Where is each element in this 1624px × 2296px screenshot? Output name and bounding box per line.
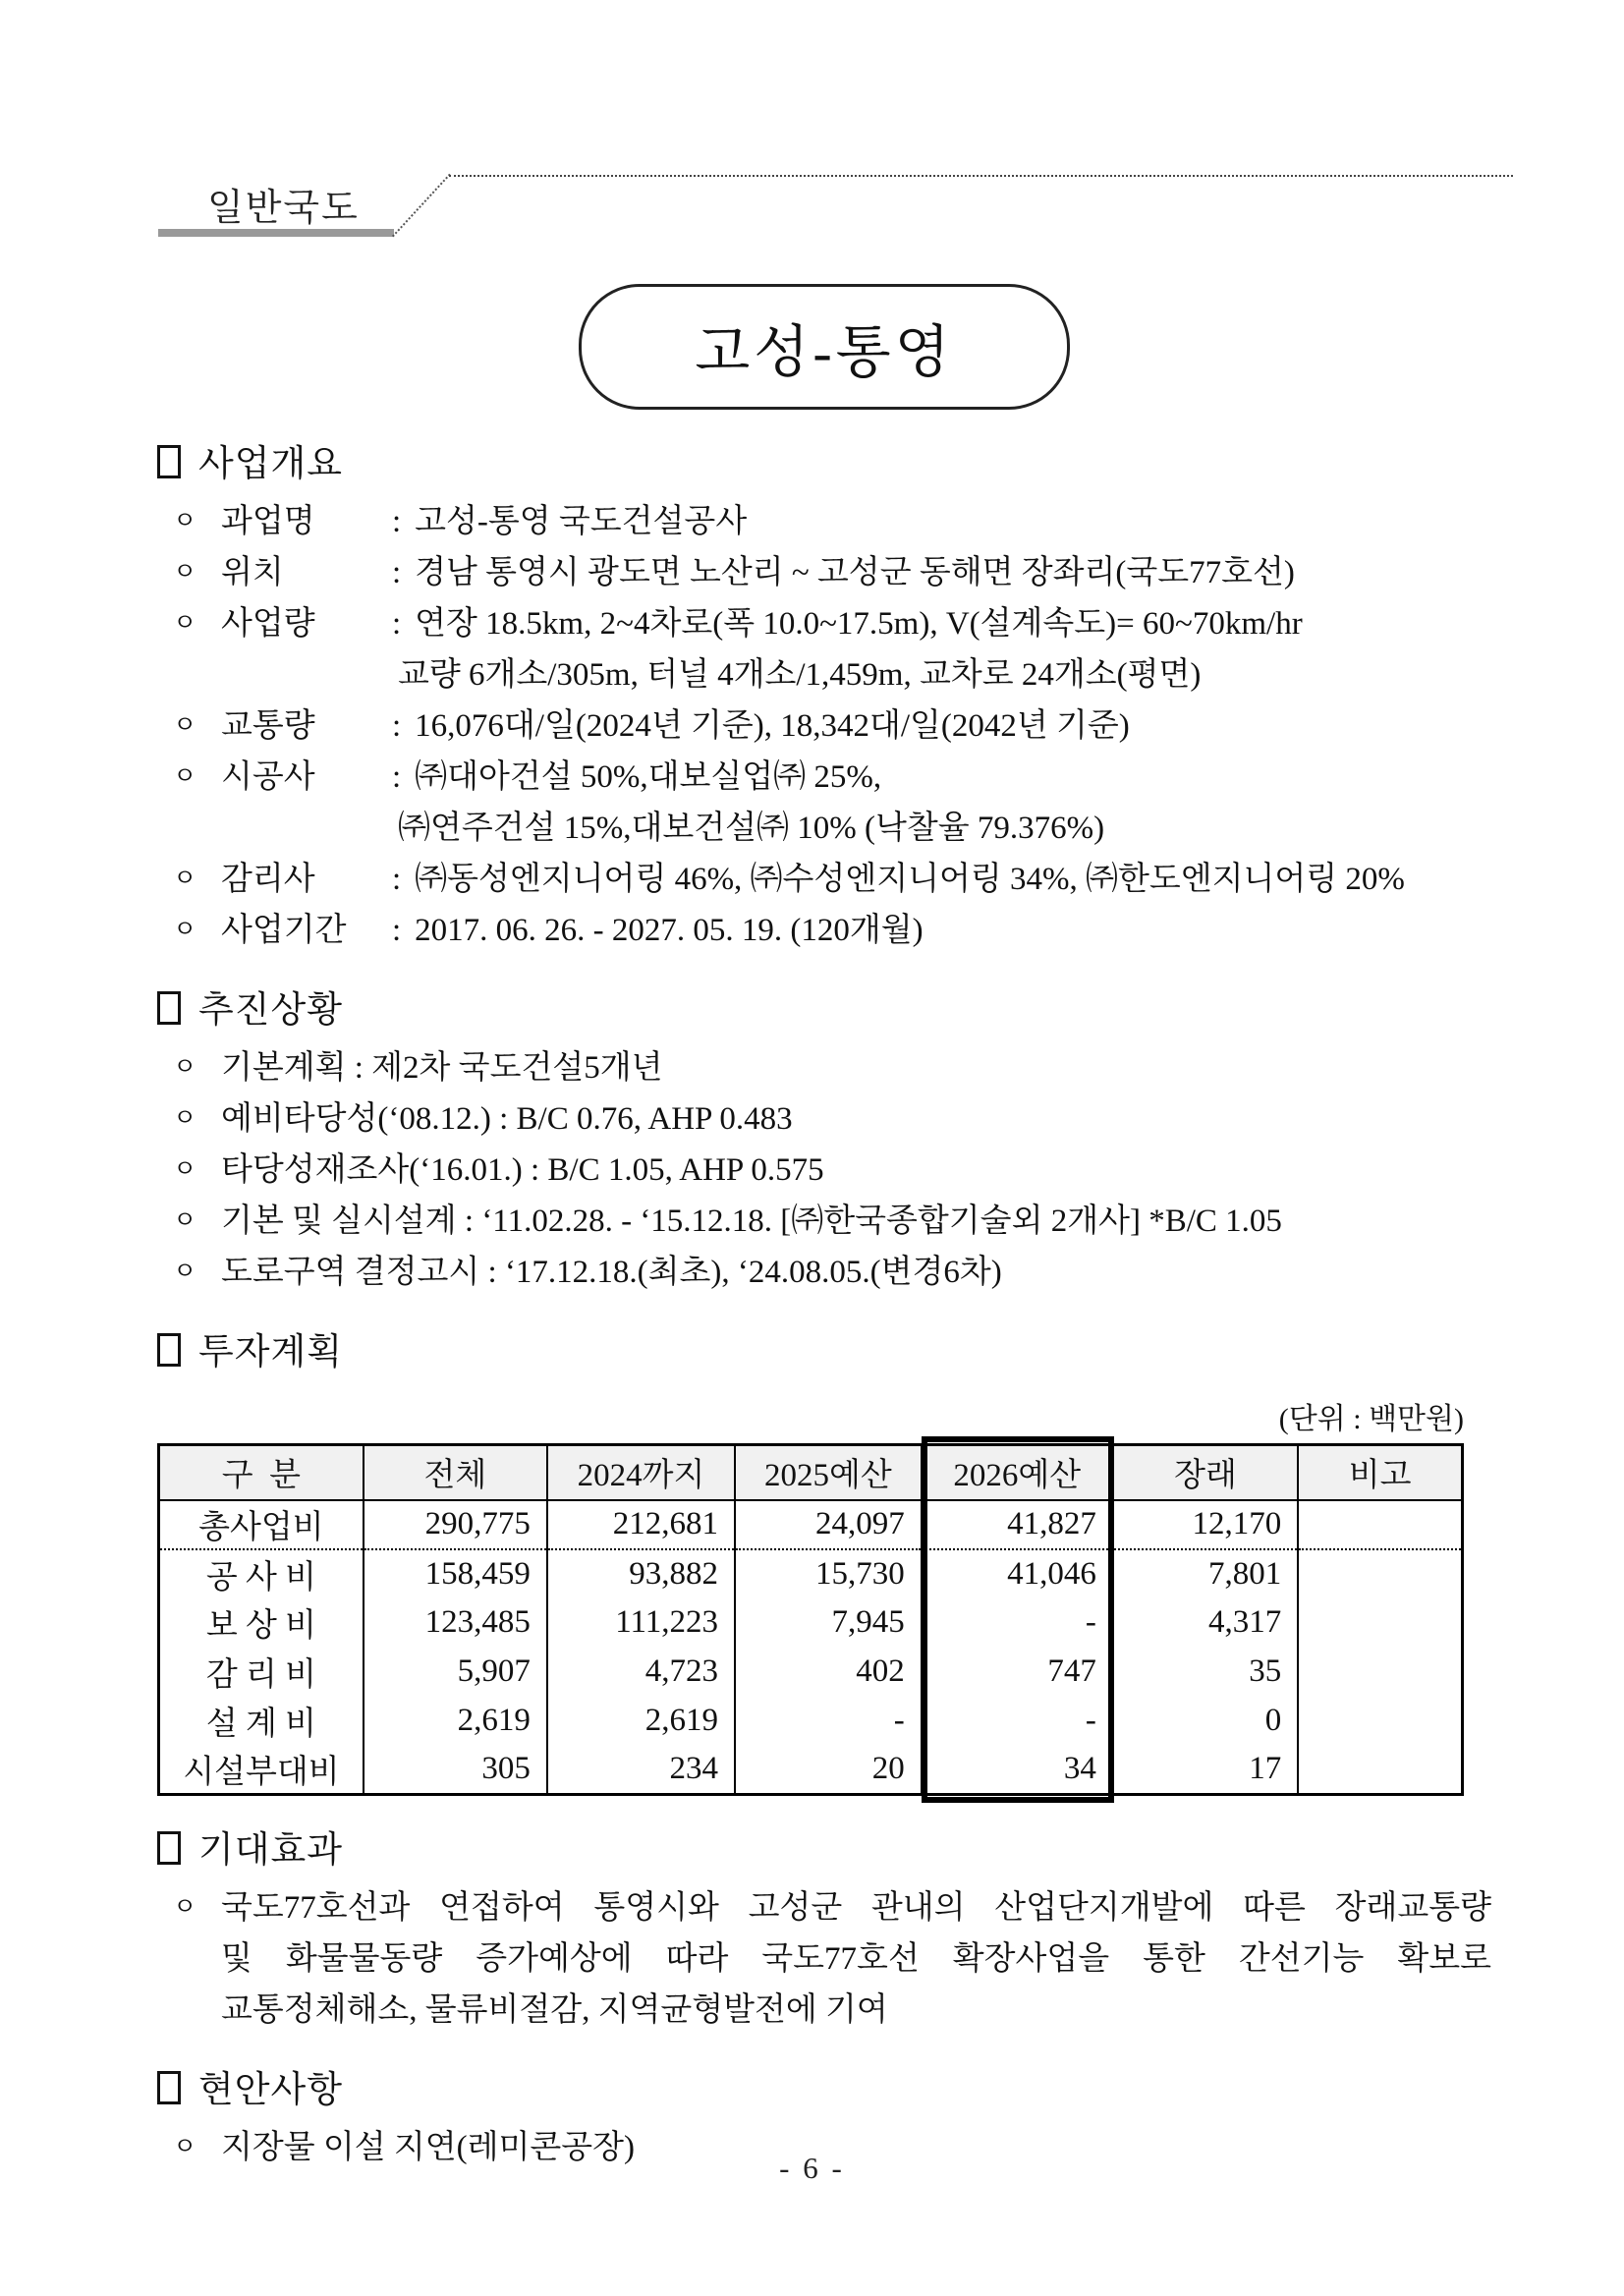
cell-note: [1298, 1549, 1462, 1598]
tab-label: 일반국도: [207, 188, 360, 229]
circle-bullet-icon: ㅇ: [173, 917, 197, 943]
item-value: 연장 18.5km, 2~4차로(폭 10.0~17.5m), V(설계속도)= 60~70km/hr: [415, 606, 1303, 642]
section-heading-progress: [157, 980, 1491, 1033]
cell-note: [1298, 1500, 1462, 1549]
circle-bullet-icon: ㅇ: [173, 508, 197, 534]
row-label: 보 상 비: [205, 1608, 316, 1644]
page-number: - 6 -: [779, 2151, 845, 2185]
item-value: 2017. 06. 26. - 2027. 05. 19. (120개월): [415, 913, 924, 948]
item-colon: :: [392, 708, 402, 744]
row-label: 감 리 비: [205, 1657, 316, 1693]
circle-bullet-icon: ㅇ: [173, 712, 197, 739]
item-text: 기본계획 : 제2차 국도건설5개년: [221, 1050, 663, 1086]
section-heading-issues: [157, 2059, 1491, 2112]
item-label: 시공사: [221, 759, 315, 795]
cell-until2024: 93,882: [547, 1549, 735, 1598]
item-colon: :: [392, 555, 402, 590]
investment-table: [157, 1443, 1464, 1796]
cell-future: 7,801: [1113, 1549, 1298, 1598]
cell-2025: 15,730: [735, 1549, 922, 1598]
cell-future: 0: [1113, 1697, 1298, 1746]
circle-bullet-icon: ㅇ: [173, 1105, 197, 1132]
tab-diagonal-line: [392, 174, 451, 238]
section-progress: [157, 980, 1491, 1298]
row-label: 설 계 비: [205, 1707, 316, 1742]
table-row: [159, 1648, 1463, 1697]
row-label: 총사업비: [159, 1500, 364, 1549]
square-checkbox-icon: [157, 1333, 181, 1367]
overview-item-continuation: 교량 6개소/305m, 터널 4개소/1,459m, 교차로 24개소(평면): [398, 657, 1202, 693]
square-checkbox-icon: [157, 1831, 181, 1865]
item-label: 과업명: [221, 504, 315, 539]
table-row: [159, 1746, 1463, 1795]
table-row: [159, 1549, 1463, 1598]
cell-2026: 41,827: [922, 1500, 1113, 1549]
square-checkbox-icon: [157, 991, 181, 1025]
item-colon: :: [392, 913, 402, 948]
section-heading-investment: [157, 1321, 1491, 1374]
cell-future: 4,317: [1113, 1598, 1298, 1648]
overview-item-continuation: ㈜연주건설 15%,대보건설㈜ 10% (낙찰율 79.376%): [398, 811, 1105, 846]
progress-item: [157, 1093, 1491, 1145]
column-header-note: 비고: [1298, 1445, 1462, 1500]
column-header-2026: 2026예산: [922, 1445, 1113, 1500]
cell-until2024: 234: [547, 1746, 735, 1795]
overview-item: [157, 496, 1491, 547]
cell-note: [1298, 1697, 1462, 1746]
square-checkbox-icon: [157, 2071, 181, 2104]
section-heading-label: 현안사항: [198, 2070, 343, 2110]
item-colon: :: [392, 862, 402, 897]
cell-2025: 402: [735, 1648, 922, 1697]
column-header-until2024: 2024까지: [547, 1445, 735, 1500]
section-heading-label: 추진상황: [198, 990, 343, 1031]
effects-line: 교통정체해소, 물류비절감, 지역균형발전에 기여: [221, 1992, 888, 2028]
table-row: [159, 1500, 1463, 1549]
item-label: 사업량: [221, 606, 315, 642]
cell-total: 123,485: [364, 1598, 547, 1648]
progress-item: [157, 1247, 1491, 1298]
progress-item: [157, 1145, 1491, 1196]
cell-total: 290,775: [364, 1500, 547, 1549]
section-heading-label: 사업개요: [198, 444, 343, 484]
column-header-total: 전체: [364, 1445, 547, 1500]
cell-2025: 24,097: [735, 1500, 922, 1549]
square-checkbox-icon: [157, 445, 181, 478]
cell-total: 158,459: [364, 1549, 547, 1598]
cell-2026: 34: [922, 1746, 1113, 1795]
item-label: 감리사: [221, 862, 315, 897]
item-value: ㈜동성엔지니어링 46%, ㈜수성엔지니어링 34%, ㈜한도엔지니어링 20%: [415, 862, 1405, 897]
investment-unit-label: (단위 : 백만원): [1278, 1403, 1464, 1435]
circle-bullet-icon: ㅇ: [173, 1156, 197, 1183]
section-heading-overview: [157, 433, 1491, 486]
overview-item: [157, 700, 1491, 752]
circle-bullet-icon: ㅇ: [173, 559, 197, 586]
progress-item: [157, 1196, 1491, 1247]
project-title-box: [579, 284, 1070, 410]
section-heading-label: 기대효과: [198, 1830, 343, 1871]
item-label: 위치: [221, 555, 284, 590]
circle-bullet-icon: ㅇ: [173, 610, 197, 637]
cell-2025: 20: [735, 1746, 922, 1795]
column-header-category: 구 분: [159, 1445, 364, 1500]
item-value: 16,076대/일(2024년 기준), 18,342대/일(2042년 기준): [415, 708, 1130, 744]
cell-2026: 747: [922, 1648, 1113, 1697]
item-text: 기본 및 실시설계 : ‘11.02.28. - ‘15.12.18. [㈜한국종합기술외 2개사] *B/C 1.05: [221, 1204, 1282, 1239]
circle-bullet-icon: ㅇ: [173, 1207, 197, 1234]
cell-future: 35: [1113, 1648, 1298, 1697]
circle-bullet-icon: ㅇ: [173, 866, 197, 892]
circle-bullet-icon: ㅇ: [173, 1259, 197, 1285]
cell-note: [1298, 1648, 1462, 1697]
row-label: 시설부대비: [183, 1755, 340, 1791]
item-colon: :: [392, 606, 402, 642]
cell-future: 17: [1113, 1746, 1298, 1795]
overview-item: [157, 905, 1491, 956]
table-row: [159, 1697, 1463, 1746]
item-text: 예비타당성(‘08.12.) : B/C 0.76, AHP 0.483: [221, 1101, 793, 1137]
cell-future: 12,170: [1113, 1500, 1298, 1549]
item-label: 사업기간: [221, 913, 347, 948]
row-label: 공 사 비: [205, 1559, 316, 1596]
section-heading-effects: [157, 1820, 1491, 1873]
section-investment: [157, 1321, 1491, 1796]
cell-until2024: 4,723: [547, 1648, 735, 1697]
cell-until2024: 212,681: [547, 1500, 735, 1549]
item-text: 타당성재조사(‘16.01.) : B/C 1.05, AHP 0.575: [221, 1152, 824, 1188]
cell-until2024: 2,619: [547, 1697, 735, 1746]
circle-bullet-icon: ㅇ: [173, 763, 197, 790]
item-text: 국도77호선과 연접하여 통영시와 고성군 관내의 산업단지개발에 따른 장래교통량: [221, 1890, 1491, 1926]
table-header-row: [159, 1445, 1463, 1500]
effects-line: 및 화물물동량 증가예상에 따라 국도77호선 확장사업을 통한 간선기능 확보로: [221, 1941, 1491, 1977]
item-text: 지장물 이설 지연(레미콘공장): [221, 2130, 636, 2165]
cell-2025: -: [735, 1697, 922, 1746]
item-value: 고성-통영 국도건설공사: [415, 504, 748, 539]
tab-dotted-line: [449, 175, 1513, 177]
overview-item: [157, 598, 1491, 649]
item-value: ㈜대아건설 50%,대보실업㈜ 25%,: [415, 759, 882, 795]
cell-note: [1298, 1598, 1462, 1648]
section-heading-label: 투자계획: [198, 1332, 343, 1372]
cell-total: 2,619: [364, 1697, 547, 1746]
tab-underline-bar: [158, 229, 394, 237]
project-title: 고성-통영: [695, 320, 954, 384]
item-colon: :: [392, 504, 402, 539]
cell-total: 5,907: [364, 1648, 547, 1697]
cell-total: 305: [364, 1746, 547, 1795]
section-effects: [157, 1820, 1491, 2036]
investment-table-wrap: [157, 1443, 1464, 1796]
circle-bullet-icon: ㅇ: [173, 1054, 197, 1081]
section-overview: [157, 433, 1491, 956]
item-value: 경남 통영시 광도면 노산리 ~ 고성군 동해면 장좌리(국도77호선): [415, 555, 1295, 590]
cell-until2024: 111,223: [547, 1598, 735, 1648]
circle-bullet-icon: ㅇ: [173, 2134, 197, 2160]
table-row: [159, 1598, 1463, 1648]
circle-bullet-icon: ㅇ: [173, 1894, 197, 1921]
effects-line: [157, 1882, 1491, 1933]
overview-item: [157, 854, 1491, 905]
cell-2025: 7,945: [735, 1598, 922, 1648]
cell-2026: -: [922, 1697, 1113, 1746]
overview-item: [157, 547, 1491, 598]
column-header-future: 장래: [1113, 1445, 1298, 1500]
cell-2026: -: [922, 1598, 1113, 1648]
cell-2026: 41,046: [922, 1549, 1113, 1598]
progress-item: [157, 1042, 1491, 1093]
overview-item: [157, 752, 1491, 803]
cell-note: [1298, 1746, 1462, 1795]
column-header-2025: 2025예산: [735, 1445, 922, 1500]
item-colon: :: [392, 759, 402, 795]
item-text: 도로구역 결정고시 : ‘17.12.18.(최초), ‘24.08.05.(변경6차): [221, 1255, 1002, 1290]
item-label: 교통량: [221, 708, 315, 744]
